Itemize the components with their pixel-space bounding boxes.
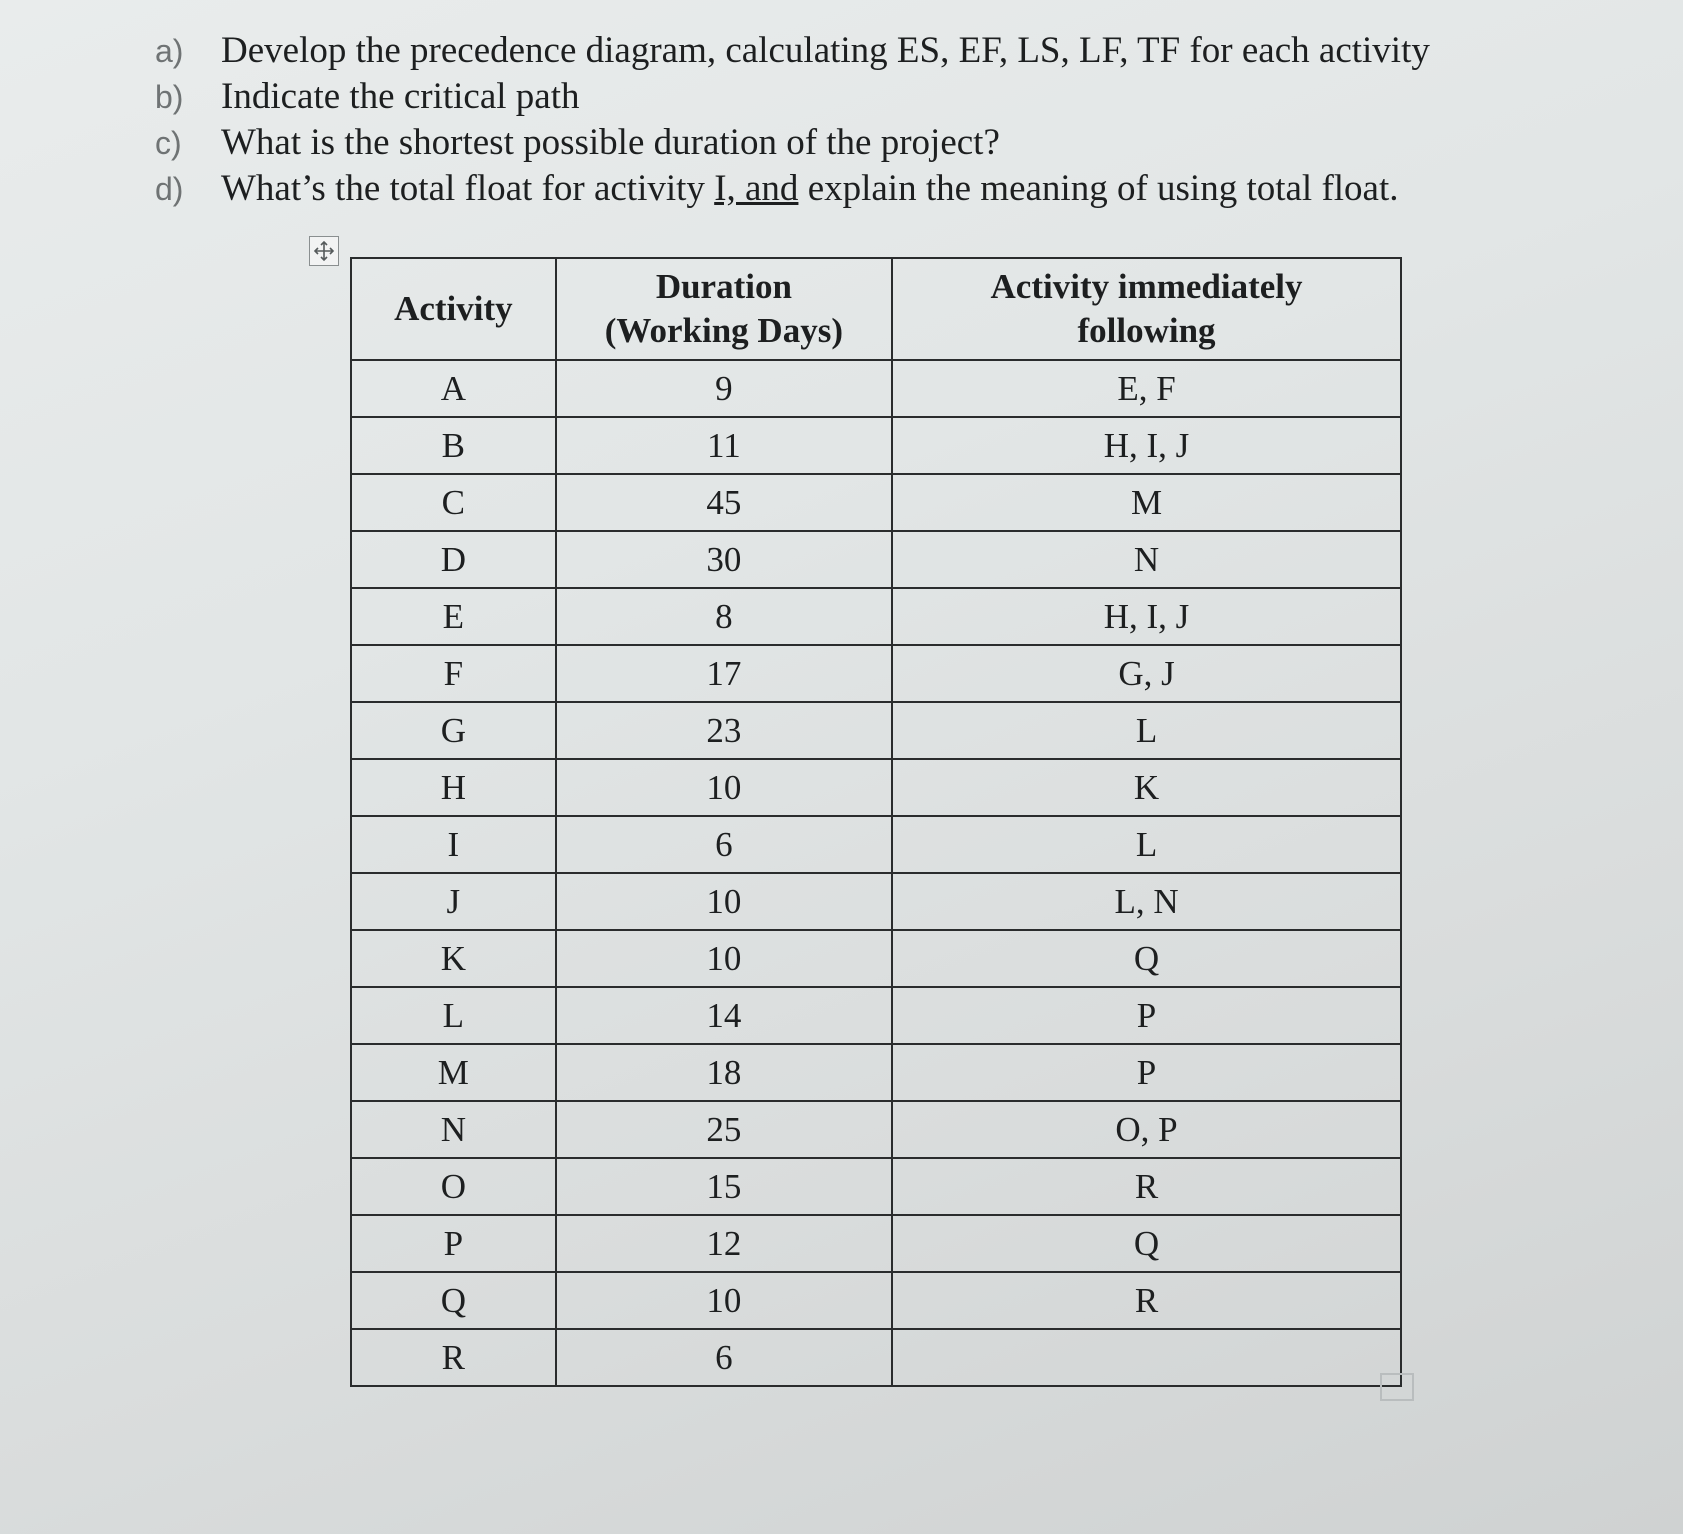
question-text: What is the shortest possible duration of the project?	[221, 122, 1000, 163]
question-text	[221, 166, 1399, 212]
header-duration	[556, 258, 892, 360]
question-letter: c)	[155, 125, 182, 161]
question-c	[155, 120, 1555, 166]
question-letter: d)	[155, 171, 184, 207]
question-a	[155, 28, 1555, 74]
activity-cell: L	[351, 987, 556, 1044]
activity-cell: A	[351, 360, 556, 417]
duration-cell: 25	[556, 1101, 892, 1158]
activity-cell: B	[351, 417, 556, 474]
header-following-line2: following	[1077, 311, 1216, 350]
header-duration-line2: (Working Days)	[604, 311, 843, 350]
activity-cell: F	[351, 645, 556, 702]
duration-cell: 10	[556, 873, 892, 930]
question-list	[155, 28, 1555, 212]
activity-cell: O	[351, 1158, 556, 1215]
duration-cell: 15	[556, 1158, 892, 1215]
table-row	[351, 1044, 1401, 1101]
following-cell: P	[892, 1044, 1401, 1101]
question-d	[155, 166, 1555, 212]
header-following-line1: Activity immediately	[990, 267, 1303, 306]
table-row	[351, 816, 1401, 873]
table-header-row	[351, 258, 1401, 360]
resize-square-icon[interactable]	[1380, 1373, 1414, 1401]
following-cell: R	[892, 1158, 1401, 1215]
activity-cell: E	[351, 588, 556, 645]
table-row	[351, 588, 1401, 645]
duration-cell: 11	[556, 417, 892, 474]
following-cell: L	[892, 816, 1401, 873]
duration-cell: 9	[556, 360, 892, 417]
duration-cell: 8	[556, 588, 892, 645]
following-cell: M	[892, 474, 1401, 531]
following-cell: Q	[892, 930, 1401, 987]
duration-cell: 10	[556, 930, 892, 987]
question-text: Develop the precedence diagram, calculating ES, EF, LS, LF, TF for each activity	[221, 30, 1430, 71]
activity-cell: M	[351, 1044, 556, 1101]
table-body	[351, 360, 1401, 1386]
following-cell: K	[892, 759, 1401, 816]
table-row	[351, 417, 1401, 474]
following-cell: H, I, J	[892, 417, 1401, 474]
following-cell: N	[892, 531, 1401, 588]
activity-cell: J	[351, 873, 556, 930]
following-cell: E, F	[892, 360, 1401, 417]
header-activity-label: Activity	[394, 289, 513, 328]
following-cell: L, N	[892, 873, 1401, 930]
table-row	[351, 759, 1401, 816]
duration-cell: 30	[556, 531, 892, 588]
question-b	[155, 74, 1555, 120]
table-row	[351, 1158, 1401, 1215]
following-cell: P	[892, 987, 1401, 1044]
following-cell: H, I, J	[892, 588, 1401, 645]
header-activity	[351, 258, 556, 360]
activity-cell: I	[351, 816, 556, 873]
table-row	[351, 1272, 1401, 1329]
header-following	[892, 258, 1401, 360]
table-row	[351, 930, 1401, 987]
table-row	[351, 1329, 1401, 1386]
header-duration-line1: Duration	[655, 267, 792, 306]
duration-cell: 10	[556, 759, 892, 816]
activity-cell: H	[351, 759, 556, 816]
duration-cell: 45	[556, 474, 892, 531]
question-text-underlined: I, and	[714, 168, 799, 209]
table-row	[351, 873, 1401, 930]
duration-cell: 14	[556, 987, 892, 1044]
table-row	[351, 1215, 1401, 1272]
table-row	[351, 645, 1401, 702]
duration-cell: 23	[556, 702, 892, 759]
duration-cell: 6	[556, 1329, 892, 1386]
duration-cell: 18	[556, 1044, 892, 1101]
following-cell: Q	[892, 1215, 1401, 1272]
activity-cell: Q	[351, 1272, 556, 1329]
table-row	[351, 1101, 1401, 1158]
following-cell: G, J	[892, 645, 1401, 702]
duration-cell: 12	[556, 1215, 892, 1272]
table-row	[351, 702, 1401, 759]
activity-cell: K	[351, 930, 556, 987]
activity-table	[350, 257, 1402, 1387]
following-cell: L	[892, 702, 1401, 759]
table-row	[351, 531, 1401, 588]
duration-cell: 17	[556, 645, 892, 702]
following-cell	[892, 1329, 1401, 1386]
table-row	[351, 474, 1401, 531]
question-letter: a)	[155, 33, 184, 69]
table-row	[351, 987, 1401, 1044]
question-text-after: explain the meaning of using total float.	[798, 168, 1399, 209]
activity-cell: P	[351, 1215, 556, 1272]
move-arrows-icon[interactable]	[309, 236, 339, 266]
activity-cell: G	[351, 702, 556, 759]
activity-cell: D	[351, 531, 556, 588]
following-cell: R	[892, 1272, 1401, 1329]
question-text: Indicate the critical path	[221, 76, 580, 117]
question-letter: b)	[155, 79, 184, 115]
activity-cell: N	[351, 1101, 556, 1158]
activity-cell: R	[351, 1329, 556, 1386]
table-row	[351, 360, 1401, 417]
duration-cell: 6	[556, 816, 892, 873]
activity-cell: C	[351, 474, 556, 531]
question-text-before: What’s the total float for activity	[221, 168, 715, 209]
duration-cell: 10	[556, 1272, 892, 1329]
following-cell: O, P	[892, 1101, 1401, 1158]
